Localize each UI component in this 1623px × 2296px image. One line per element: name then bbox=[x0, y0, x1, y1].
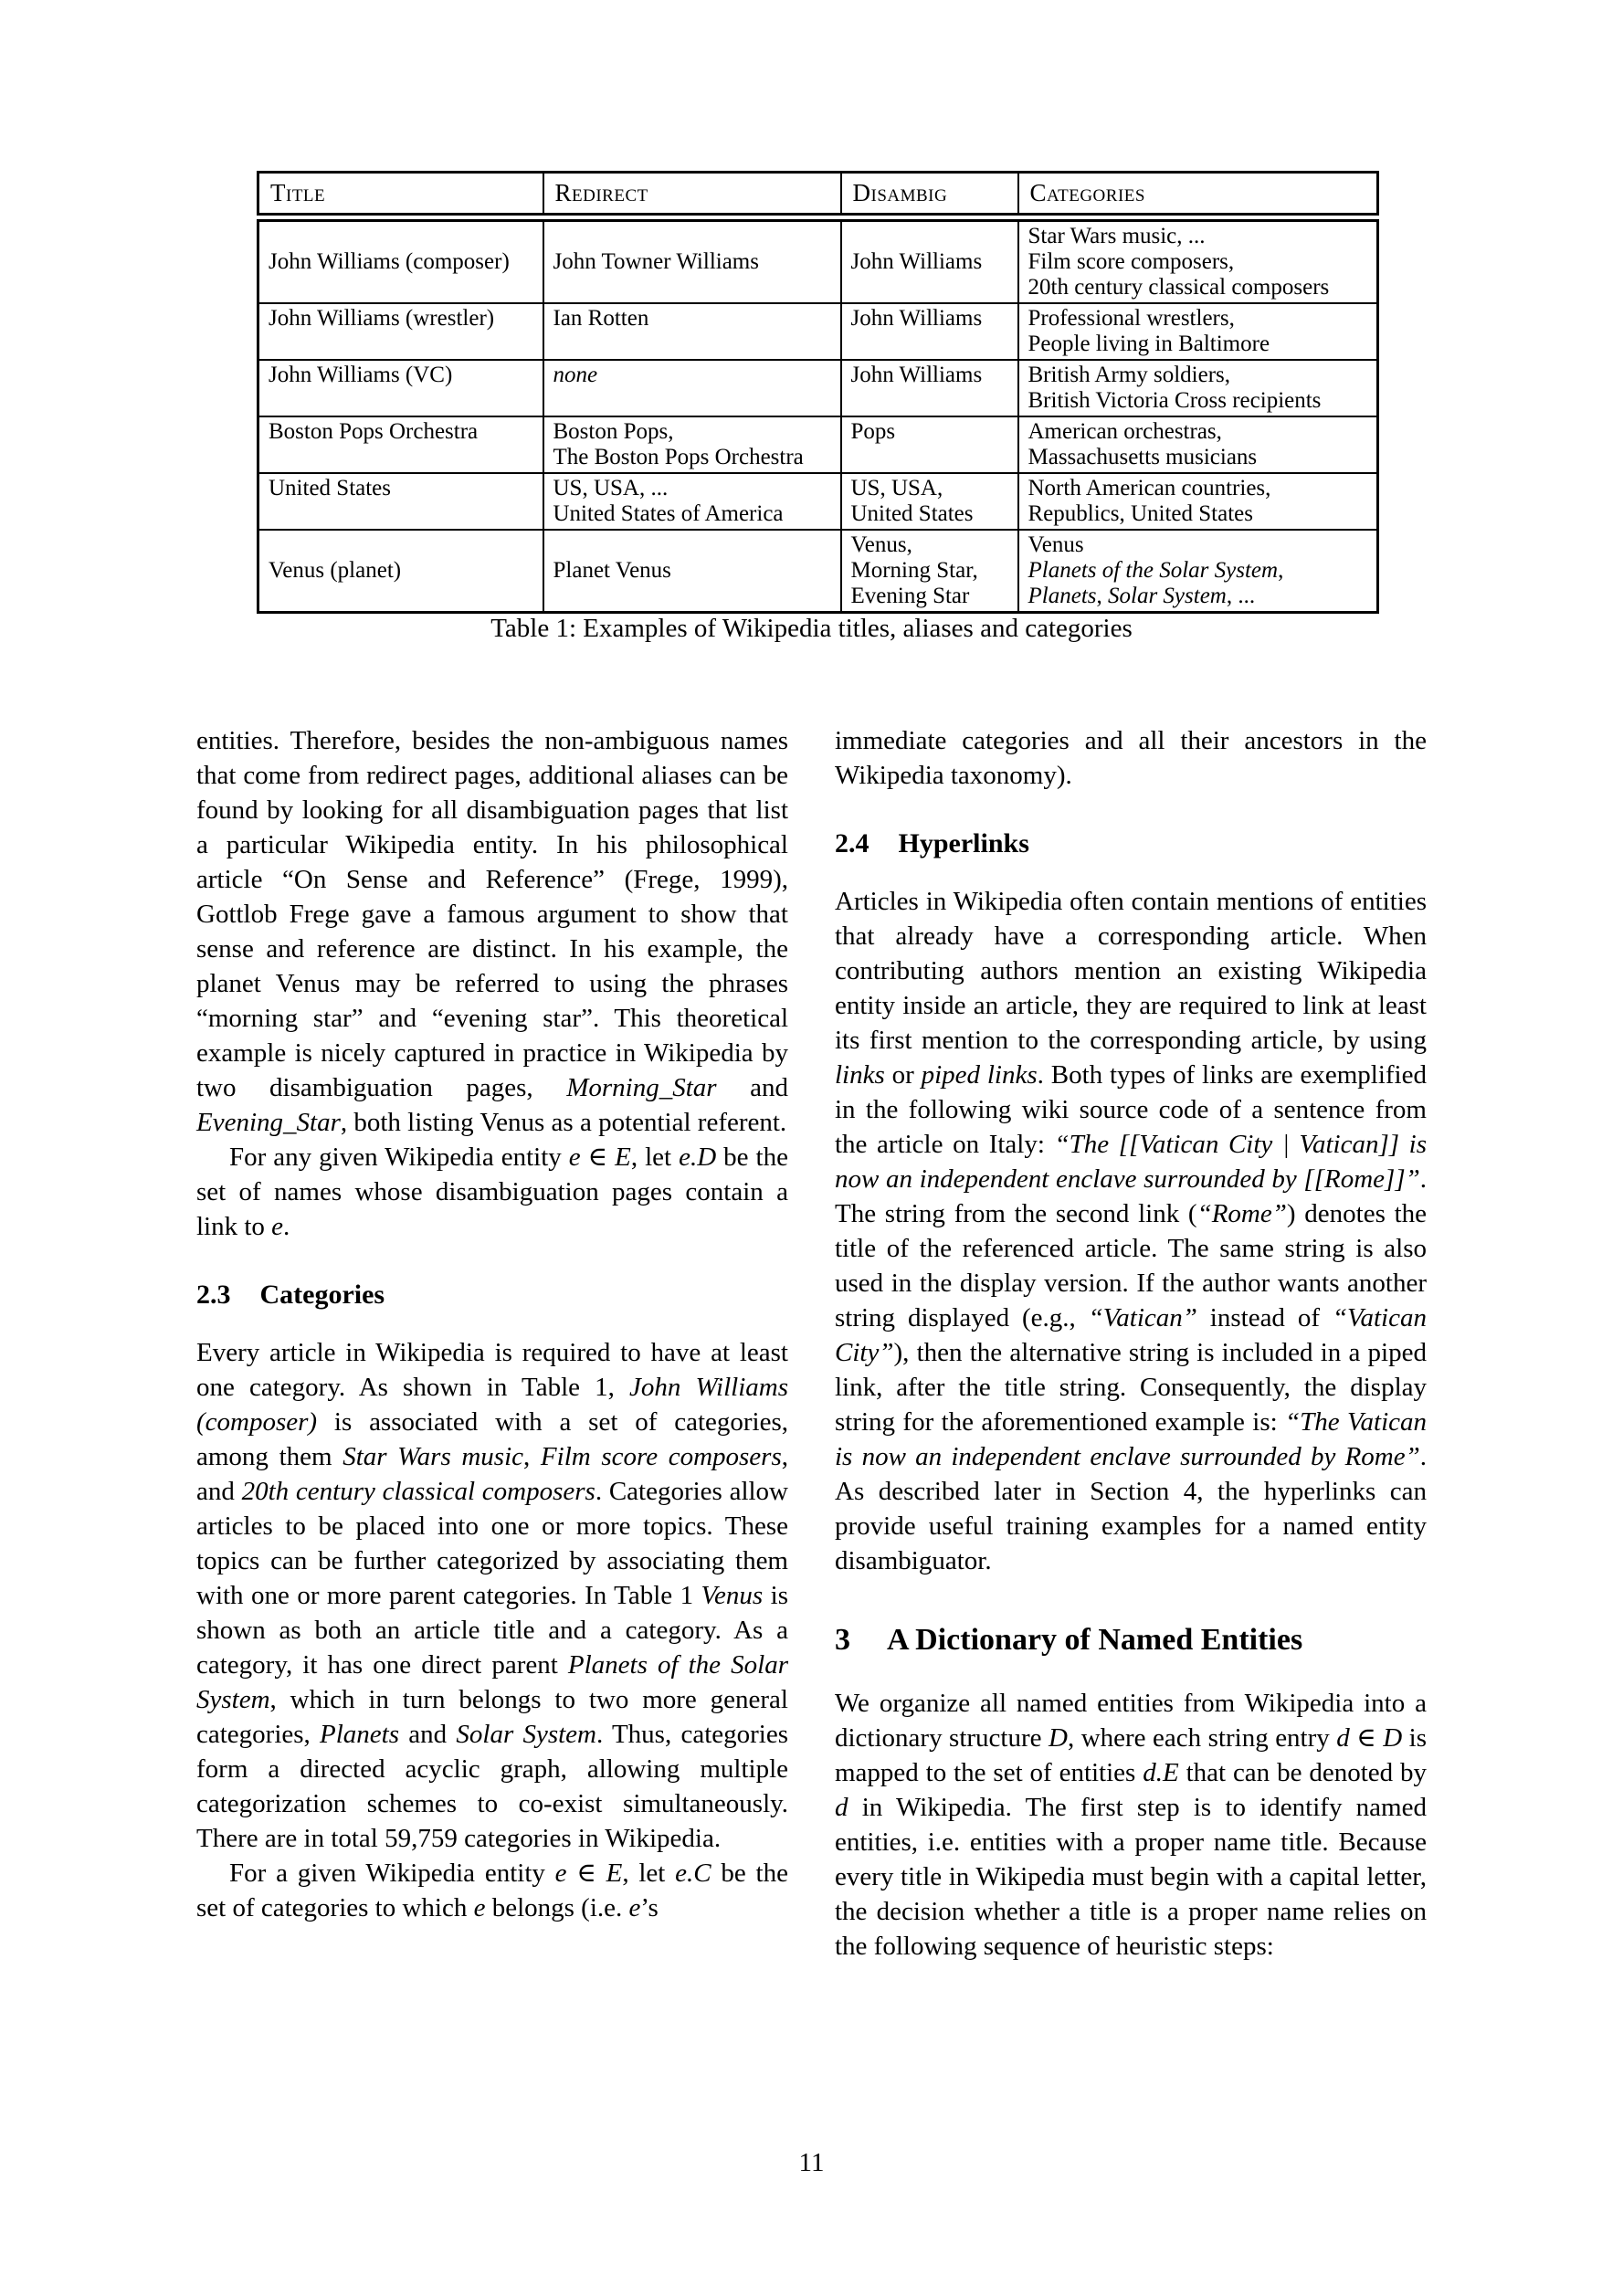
text-run: ), then the alternative string is included in a piped link, after the title string. Consequently, the display string for the aforementioned example is: bbox=[835, 1338, 1427, 1437]
text-run: John Towner Williams bbox=[553, 249, 759, 274]
italic-text: e bbox=[473, 1893, 486, 1922]
table-cell bbox=[1018, 360, 1378, 416]
cell-line bbox=[269, 558, 533, 584]
cell-line bbox=[269, 419, 533, 445]
column-header-disambig: Disambig bbox=[841, 173, 1018, 218]
cell-line bbox=[553, 558, 831, 584]
table-cell bbox=[543, 530, 841, 613]
heading-title: Hyperlinks bbox=[898, 828, 1029, 858]
text-run: Venus, bbox=[850, 532, 912, 557]
italic-text: “Vatican” bbox=[1088, 1303, 1197, 1332]
italic-text: none bbox=[553, 363, 598, 387]
text-run: Venus bbox=[1028, 532, 1084, 557]
italic-text: piped links bbox=[921, 1060, 1038, 1090]
paragraph bbox=[835, 1686, 1427, 1964]
cell-line bbox=[851, 558, 1008, 584]
italic-text: E bbox=[615, 1143, 631, 1172]
table-cell bbox=[1018, 217, 1378, 303]
cell-line bbox=[553, 501, 831, 527]
table-cell bbox=[841, 530, 1018, 613]
italic-text: Star Wars music bbox=[343, 1442, 524, 1471]
table-row bbox=[258, 360, 1378, 416]
page-number: 11 bbox=[798, 2148, 825, 2177]
text-run: Star Wars music, ... bbox=[1028, 224, 1206, 248]
table-cell bbox=[258, 473, 543, 530]
text-run: and bbox=[716, 1073, 788, 1102]
text-run: Articles in Wikipedia often contain mentions of entities that already have a corresponding article. When contributing authors mention an existing Wikipedia entity inside an article, they are required to link at least its first mention to the corresponding article, by using bbox=[835, 887, 1427, 1055]
cell-line bbox=[553, 419, 831, 445]
text-run: ∈ bbox=[566, 1859, 606, 1888]
text-run: Republics, United States bbox=[1028, 501, 1253, 526]
text-run: is mapped to the set of entities bbox=[835, 1723, 1428, 1787]
heading-number: 2.4 bbox=[835, 828, 869, 858]
table-cell bbox=[543, 303, 841, 360]
text-run: US, USA, bbox=[850, 476, 943, 500]
text-run: John Williams bbox=[850, 306, 983, 331]
cell-line bbox=[1028, 388, 1368, 414]
text-run: and bbox=[399, 1720, 457, 1749]
text-run: Every article in Wikipedia is required to have at least one category. As shown in Table 1, bbox=[196, 1338, 788, 1402]
text-run: be the set of names whose disambiguation pages contain a link to bbox=[196, 1143, 788, 1241]
text-run: . Categories allow articles to be placed into one or more topics. These topics can be further categorized by associating them with one or more parent categories. In Table 1 bbox=[196, 1477, 788, 1610]
cell-line bbox=[851, 363, 1008, 388]
text-run: American orchestras, bbox=[1028, 419, 1222, 444]
cell-line bbox=[1028, 363, 1368, 388]
text-run: British Victoria Cross recipients bbox=[1028, 388, 1322, 413]
table-cell bbox=[543, 217, 841, 303]
text-run: John Williams (wrestler) bbox=[269, 306, 495, 331]
text-run: instead of bbox=[1196, 1303, 1333, 1332]
cell-line bbox=[1028, 275, 1368, 300]
text-run: Boston Pops, bbox=[553, 419, 674, 444]
table-row bbox=[258, 473, 1378, 530]
table1-container bbox=[257, 171, 1376, 614]
table-cell bbox=[841, 303, 1018, 360]
text-run: Pops bbox=[850, 419, 896, 444]
cell-line bbox=[1028, 445, 1368, 470]
cell-line bbox=[1028, 332, 1368, 357]
text-run: North American countries, bbox=[1028, 476, 1271, 500]
cell-line bbox=[851, 249, 1008, 275]
cell-line bbox=[851, 476, 1008, 501]
column-header-title: Title bbox=[258, 173, 543, 218]
paragraph bbox=[196, 1335, 788, 1856]
table-cell bbox=[258, 360, 543, 416]
table-cell bbox=[841, 416, 1018, 473]
cell-line bbox=[1028, 419, 1368, 445]
text-run: , where each string entry bbox=[1067, 1723, 1337, 1753]
cell-line bbox=[1028, 501, 1368, 527]
table-row bbox=[258, 416, 1378, 473]
subsection-heading bbox=[835, 827, 1427, 860]
text-run: , bbox=[523, 1442, 541, 1471]
text-run: , which in turn belongs to two more general categories, bbox=[196, 1685, 788, 1749]
cell-line bbox=[269, 306, 533, 332]
table-cell bbox=[841, 217, 1018, 303]
wikipedia-examples-table bbox=[257, 171, 1379, 614]
italic-text: Planets bbox=[320, 1720, 400, 1749]
italic-text: “The Vatican is now an independent enclave surrounded by Rome” bbox=[835, 1407, 1427, 1471]
cell-line bbox=[269, 476, 533, 501]
text-run: ∈ bbox=[580, 1143, 616, 1172]
heading-title: Categories bbox=[259, 1280, 385, 1310]
table-cell bbox=[1018, 530, 1378, 613]
table-cell bbox=[841, 473, 1018, 530]
italic-text: Film score composers bbox=[540, 1442, 782, 1471]
cell-line bbox=[269, 249, 533, 275]
italic-text: e.D bbox=[679, 1143, 717, 1172]
heading-number: 2.3 bbox=[196, 1280, 231, 1310]
paragraph bbox=[196, 723, 788, 1140]
italic-text: D bbox=[1049, 1723, 1068, 1753]
text-run: John Williams (composer) bbox=[269, 249, 510, 274]
text-run: . Thus, categories form a directed acyclic graph, allowing multiple categorization schemes to co-exist simultaneously. There are in total 59,759 categories in Wikipedia. bbox=[196, 1720, 788, 1853]
heading-title: A Dictionary of Named Entities bbox=[887, 1623, 1303, 1657]
cell-line bbox=[553, 363, 831, 388]
text-run: that can be denoted by bbox=[1178, 1758, 1427, 1787]
table-row bbox=[258, 217, 1378, 303]
text-run: Evening Star bbox=[850, 584, 970, 608]
italic-text: 20th century classical composers bbox=[241, 1477, 595, 1506]
table-cell bbox=[543, 360, 841, 416]
cell-line bbox=[1028, 306, 1368, 332]
italic-text: “Vatican City” bbox=[835, 1303, 1427, 1367]
text-run: Massachusetts musicians bbox=[1028, 445, 1258, 469]
text-run: For any given Wikipedia entity bbox=[229, 1143, 569, 1172]
text-run: ’s bbox=[640, 1893, 659, 1922]
heading-number: 3 bbox=[835, 1623, 850, 1657]
paragraph bbox=[835, 723, 1427, 793]
text-run: Venus (planet) bbox=[269, 558, 402, 583]
subsection-heading bbox=[196, 1279, 788, 1311]
cell-line bbox=[851, 306, 1008, 332]
text-run: in Wikipedia. The first step is to identify named entities, i.e. entities with a proper name title. Because every title in Wikipedia must begin with a capital letter, the decision whether a title is a proper name relies on the following sequence of heuristic steps: bbox=[835, 1793, 1427, 1961]
text-run: People living in Baltimore bbox=[1028, 332, 1270, 356]
italic-text: “The [[Vatican City | Vatican]] is now an independent enclave surrounded by [[Rome]]” bbox=[835, 1130, 1427, 1194]
italic-text: d.E bbox=[1143, 1758, 1179, 1787]
text-run: belongs (i.e. bbox=[485, 1893, 629, 1922]
text-run: John Williams bbox=[850, 363, 983, 387]
cell-line bbox=[553, 445, 831, 470]
text-run: . Both types of links are exemplified in the following wiki source code of a sentence from the article on Italy: bbox=[835, 1060, 1427, 1159]
cell-line bbox=[851, 501, 1008, 527]
paragraph bbox=[835, 884, 1427, 1578]
cell-line bbox=[1028, 532, 1368, 558]
italic-text: Planets of the Solar System bbox=[196, 1650, 788, 1714]
table-row bbox=[258, 303, 1378, 360]
text-run: John Williams (VC) bbox=[269, 363, 453, 387]
cell-line bbox=[1028, 584, 1368, 609]
text-run: Morning Star, bbox=[850, 558, 978, 583]
text-run: For a given Wikipedia entity bbox=[229, 1859, 555, 1888]
cell-line bbox=[1028, 224, 1368, 249]
text-run: Boston Pops Orchestra bbox=[269, 419, 479, 444]
table-cell bbox=[258, 217, 543, 303]
text-run: Planet Venus bbox=[553, 558, 671, 583]
italic-text: Solar System bbox=[456, 1720, 596, 1749]
text-run: is associated with a set of categories, among them bbox=[196, 1407, 788, 1471]
table-row bbox=[258, 530, 1378, 613]
italic-text: Planets of the Solar System bbox=[1028, 558, 1279, 583]
italic-text: d bbox=[835, 1793, 848, 1822]
cell-line bbox=[851, 584, 1008, 609]
paragraph bbox=[196, 1140, 788, 1244]
italic-text: e.C bbox=[675, 1859, 711, 1888]
table-cell bbox=[543, 416, 841, 473]
text-run: immediate categories and all their ancestors in the Wikipedia taxonomy). bbox=[835, 726, 1427, 790]
text-run: ) denotes the title of the referenced article. The same string is also used in the display version. If the author wants another string displayed (e.g., bbox=[835, 1199, 1428, 1332]
italic-text: e bbox=[554, 1859, 567, 1888]
text-run: , bbox=[1096, 584, 1108, 608]
cell-line bbox=[1028, 476, 1368, 501]
text-run: Ian Rotten bbox=[553, 306, 649, 331]
text-run: United States bbox=[269, 476, 392, 500]
table-cell bbox=[1018, 416, 1378, 473]
italic-text: Morning_Star bbox=[566, 1073, 717, 1102]
table-cell bbox=[1018, 473, 1378, 530]
section-heading bbox=[835, 1622, 1427, 1659]
table-caption: Table 1: Examples of Wikipedia titles, aliases and categories bbox=[490, 614, 1133, 643]
text-run: ∈ bbox=[1349, 1723, 1384, 1753]
cell-line bbox=[269, 363, 533, 388]
column-header-redirect: Redirect bbox=[543, 173, 841, 218]
table-cell bbox=[258, 303, 543, 360]
italic-text: e bbox=[271, 1212, 284, 1241]
table-header-row bbox=[258, 173, 1378, 218]
left-column bbox=[196, 723, 788, 1925]
table-cell bbox=[258, 416, 543, 473]
italic-text: “Rome” bbox=[1196, 1199, 1287, 1228]
text-run: , and bbox=[196, 1442, 788, 1506]
cell-line bbox=[553, 306, 831, 332]
cell-line bbox=[1028, 249, 1368, 275]
text-run: British Army soldiers, bbox=[1028, 363, 1231, 387]
text-run: , bbox=[1278, 558, 1284, 583]
text-run: Professional wrestlers, bbox=[1028, 306, 1235, 331]
text-run: Film score composers, bbox=[1028, 249, 1235, 274]
cell-line bbox=[851, 419, 1008, 445]
text-run: be the set of categories to which bbox=[196, 1859, 788, 1922]
italic-text: John Williams (composer) bbox=[196, 1373, 788, 1437]
italic-text: e bbox=[628, 1893, 641, 1922]
column-header-categories: Categories bbox=[1018, 173, 1378, 218]
text-run: . The string from the second link ( bbox=[835, 1164, 1427, 1228]
text-run: The Boston Pops Orchestra bbox=[553, 445, 804, 469]
text-run: , both listing Venus as a potential referent. bbox=[340, 1108, 787, 1137]
italic-text: E bbox=[606, 1859, 623, 1888]
text-run: , ... bbox=[1226, 584, 1256, 608]
text-run: United States bbox=[850, 501, 974, 526]
text-run: John Williams bbox=[850, 249, 983, 274]
cell-line bbox=[553, 476, 831, 501]
paragraph bbox=[196, 1856, 788, 1925]
italic-text: Solar System bbox=[1108, 584, 1227, 608]
text-run: , let bbox=[630, 1143, 680, 1172]
text-run: or bbox=[884, 1060, 922, 1090]
table-cell bbox=[841, 360, 1018, 416]
table-cell bbox=[1018, 303, 1378, 360]
text-run: . As described later in Section 4, the hyperlinks can provide useful training examples for a named entity disambiguator. bbox=[835, 1442, 1427, 1575]
cell-line bbox=[1028, 558, 1368, 584]
text-run: US, USA, ... bbox=[553, 476, 669, 500]
cell-line bbox=[553, 249, 831, 275]
italic-text: Evening_Star bbox=[196, 1108, 341, 1137]
text-run: . bbox=[283, 1212, 290, 1241]
text-run: We organize all named entities from Wikipedia into a dictionary structure bbox=[835, 1689, 1427, 1753]
text-run: 20th century classical composers bbox=[1028, 275, 1330, 300]
table-cell bbox=[258, 530, 543, 613]
text-run: , let bbox=[622, 1859, 676, 1888]
cell-line bbox=[851, 532, 1008, 558]
right-column bbox=[835, 723, 1427, 1964]
italic-text: d bbox=[1336, 1723, 1350, 1753]
text-run: entities. Therefore, besides the non-ambiguous names that come from redirect pages, additional aliases can be found by looking for all disambiguation pages that list a particular Wikipedia entity. In his philosophical article “On Sense and Reference” (Frege, 1999), Gottlob Frege gave a famous argument to show that sense and reference are distinct. In his example, the planet Venus may be referred to using the phrases “morning star” and “evening star”. This theoretical example is nicely captured in practice in Wikipedia by two disambiguation pages, bbox=[196, 726, 788, 1102]
italic-text: D bbox=[1383, 1723, 1403, 1753]
text-run: is shown as both an article title and a category. As a category, it has one direct parent bbox=[196, 1581, 789, 1680]
italic-text: e bbox=[568, 1143, 581, 1172]
italic-text: Planets bbox=[1028, 584, 1097, 608]
table-cell bbox=[543, 473, 841, 530]
italic-text: Venus bbox=[701, 1581, 764, 1610]
italic-text: links bbox=[835, 1060, 885, 1090]
text-run: United States of America bbox=[553, 501, 784, 526]
